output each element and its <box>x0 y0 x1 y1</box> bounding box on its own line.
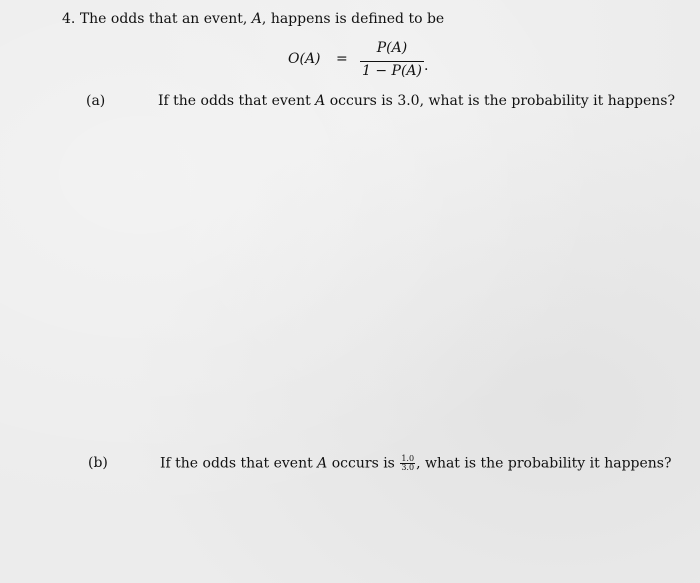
problem-number: 4. <box>62 11 76 27</box>
event-variable: A <box>251 11 262 27</box>
question-text-mid: occurs is <box>331 455 395 472</box>
event-variable: A <box>315 93 326 109</box>
part-a-label: (a) <box>86 93 106 109</box>
formula-denominator: 1 − P(A) <box>362 63 422 79</box>
question-text: If the odds that event <box>158 93 311 109</box>
problem-intro-text: The odds that an event, <box>79 11 248 27</box>
fraction-bar <box>360 61 424 62</box>
formula-period: . <box>424 58 429 74</box>
odds-fraction-numerator: 1.0 <box>401 454 415 463</box>
odds-formula <box>288 40 438 84</box>
formula-numerator: P(A) <box>376 40 408 56</box>
formula-equals-sign: = <box>336 51 348 67</box>
part-b-question <box>160 455 671 472</box>
question-text-end: occurs is 3.0, what is the probability it happens? <box>329 93 675 109</box>
problem-statement <box>62 11 444 27</box>
part-a-question <box>158 93 675 109</box>
question-text-end: , what is the probability it happens? <box>416 455 672 472</box>
part-b-label: (b) <box>88 455 108 471</box>
question-text: If the odds that event <box>160 455 313 472</box>
odds-fraction <box>400 455 415 472</box>
odds-fraction-denominator: 3.0 <box>401 463 415 472</box>
problem-intro-text-end: , happens is defined to be <box>261 11 445 27</box>
formula-lhs: O(A) <box>288 51 321 67</box>
event-variable: A <box>317 455 328 472</box>
